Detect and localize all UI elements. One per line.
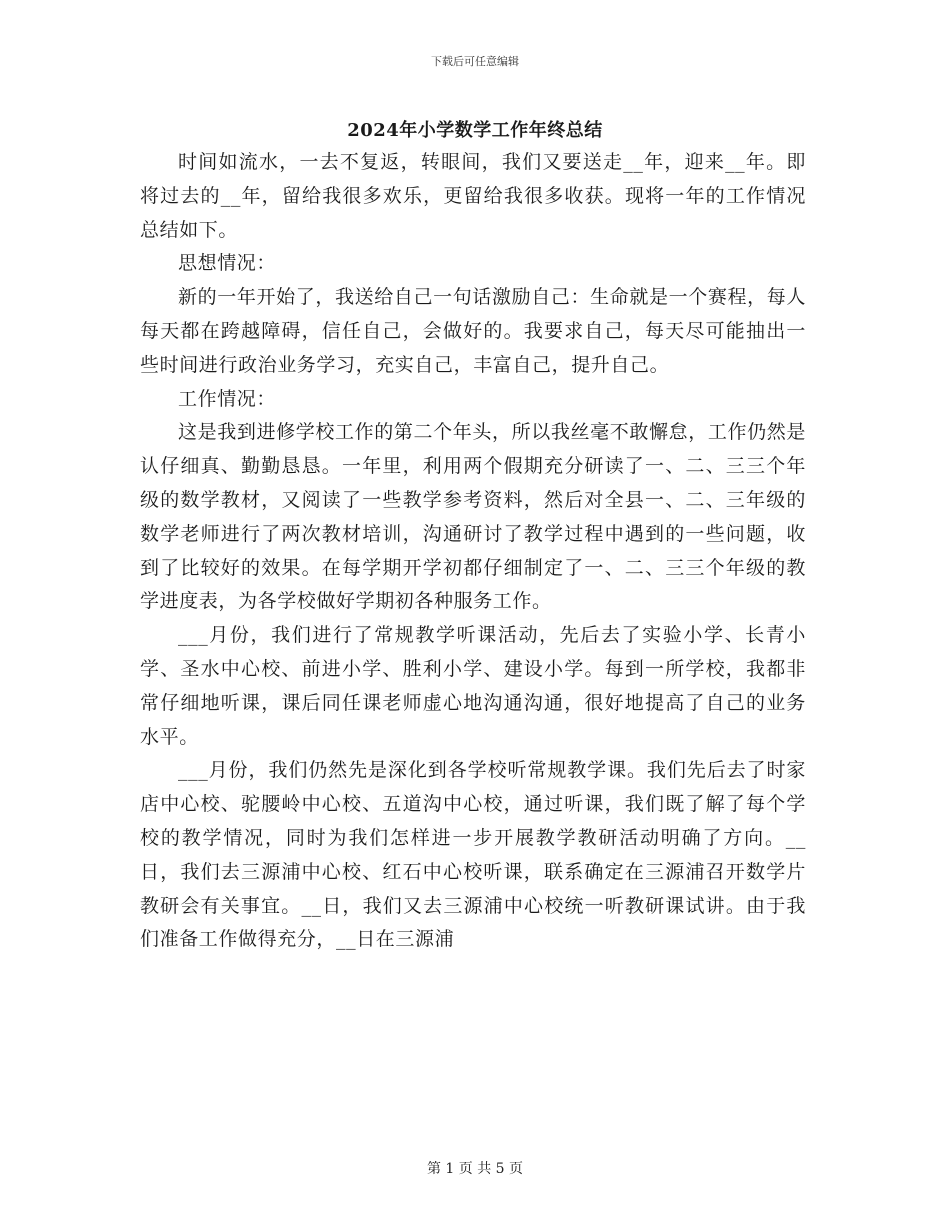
paragraph-thought: 新的一年开始了，我送给自己一句话激励自己：生命就是一个赛程，每人每天都在跨越障碍，信任自己，会做好的。我要求自己，每天尽可能抽出一些时间进行政治业务学习，充实自己，丰富自己，提升自己。 <box>140 286 806 376</box>
paragraph-month-two: ___月份，我们仍然先是深化到各学校听常规教学课。我们先后去了时家店中心校、驼腰岭中心校、五道沟中心校，通过听课，我们既了解了每个学校的教学情况，同时为我们怎样进一步开展教学教研活动明确了方向。__日，我们去三源浦中心校、红石中心校听课，联系确定在三源浦召开数学片教研会有关事宜。__日，我们又去三源浦中心校统一听教研课试讲。由于我们准备工作做得充分，__日在三源浦 <box>140 759 806 951</box>
paragraph-work-overview: 这是我到进修学校工作的第二个年头，所以我丝毫不敢懈怠，工作仍然是认仔细真、勤勤恳恳。一年里，利用两个假期充分研读了一、二、三三个年级的数学教材，又阅读了一些教学参考资料，然后对全县一、二、三年级的数学老师进行了两次教材培训，沟通研讨了教学过程中遇到的一些问题，收到了比较好的效果。在每学期开学初都仔细制定了一、二、三三个年级的教学进度表，为各学校做好学期初各种服务工作。 <box>140 421 806 613</box>
paragraph-intro: 时间如流水，一去不复返，转眼间，我们又要送走__年，迎来__年。即将过去的__年，留给我很多欢乐，更留给我很多收获。现将一年的工作情况总结如下。 <box>140 151 806 241</box>
document-title: 2024年小学数学工作年终总结 <box>347 120 603 141</box>
paragraph-month-one: ___月份，我们进行了常规教学听课活动，先后去了实验小学、长青小学、圣水中心校、前进小学、胜利小学、建设小学。每到一所学校，我都非常仔细地听课，课后同任课老师虚心地沟通沟通，很好地提高了自己的业务水平。 <box>140 624 806 748</box>
page-indicator: 第 1 页 共 5 页 <box>426 1161 524 1177</box>
header-note: 下载后可任意编辑 <box>431 55 519 68</box>
section-heading-thought: 思想情况： <box>178 252 277 275</box>
section-heading-work: 工作情况： <box>178 387 277 410</box>
document-body <box>140 146 806 957</box>
